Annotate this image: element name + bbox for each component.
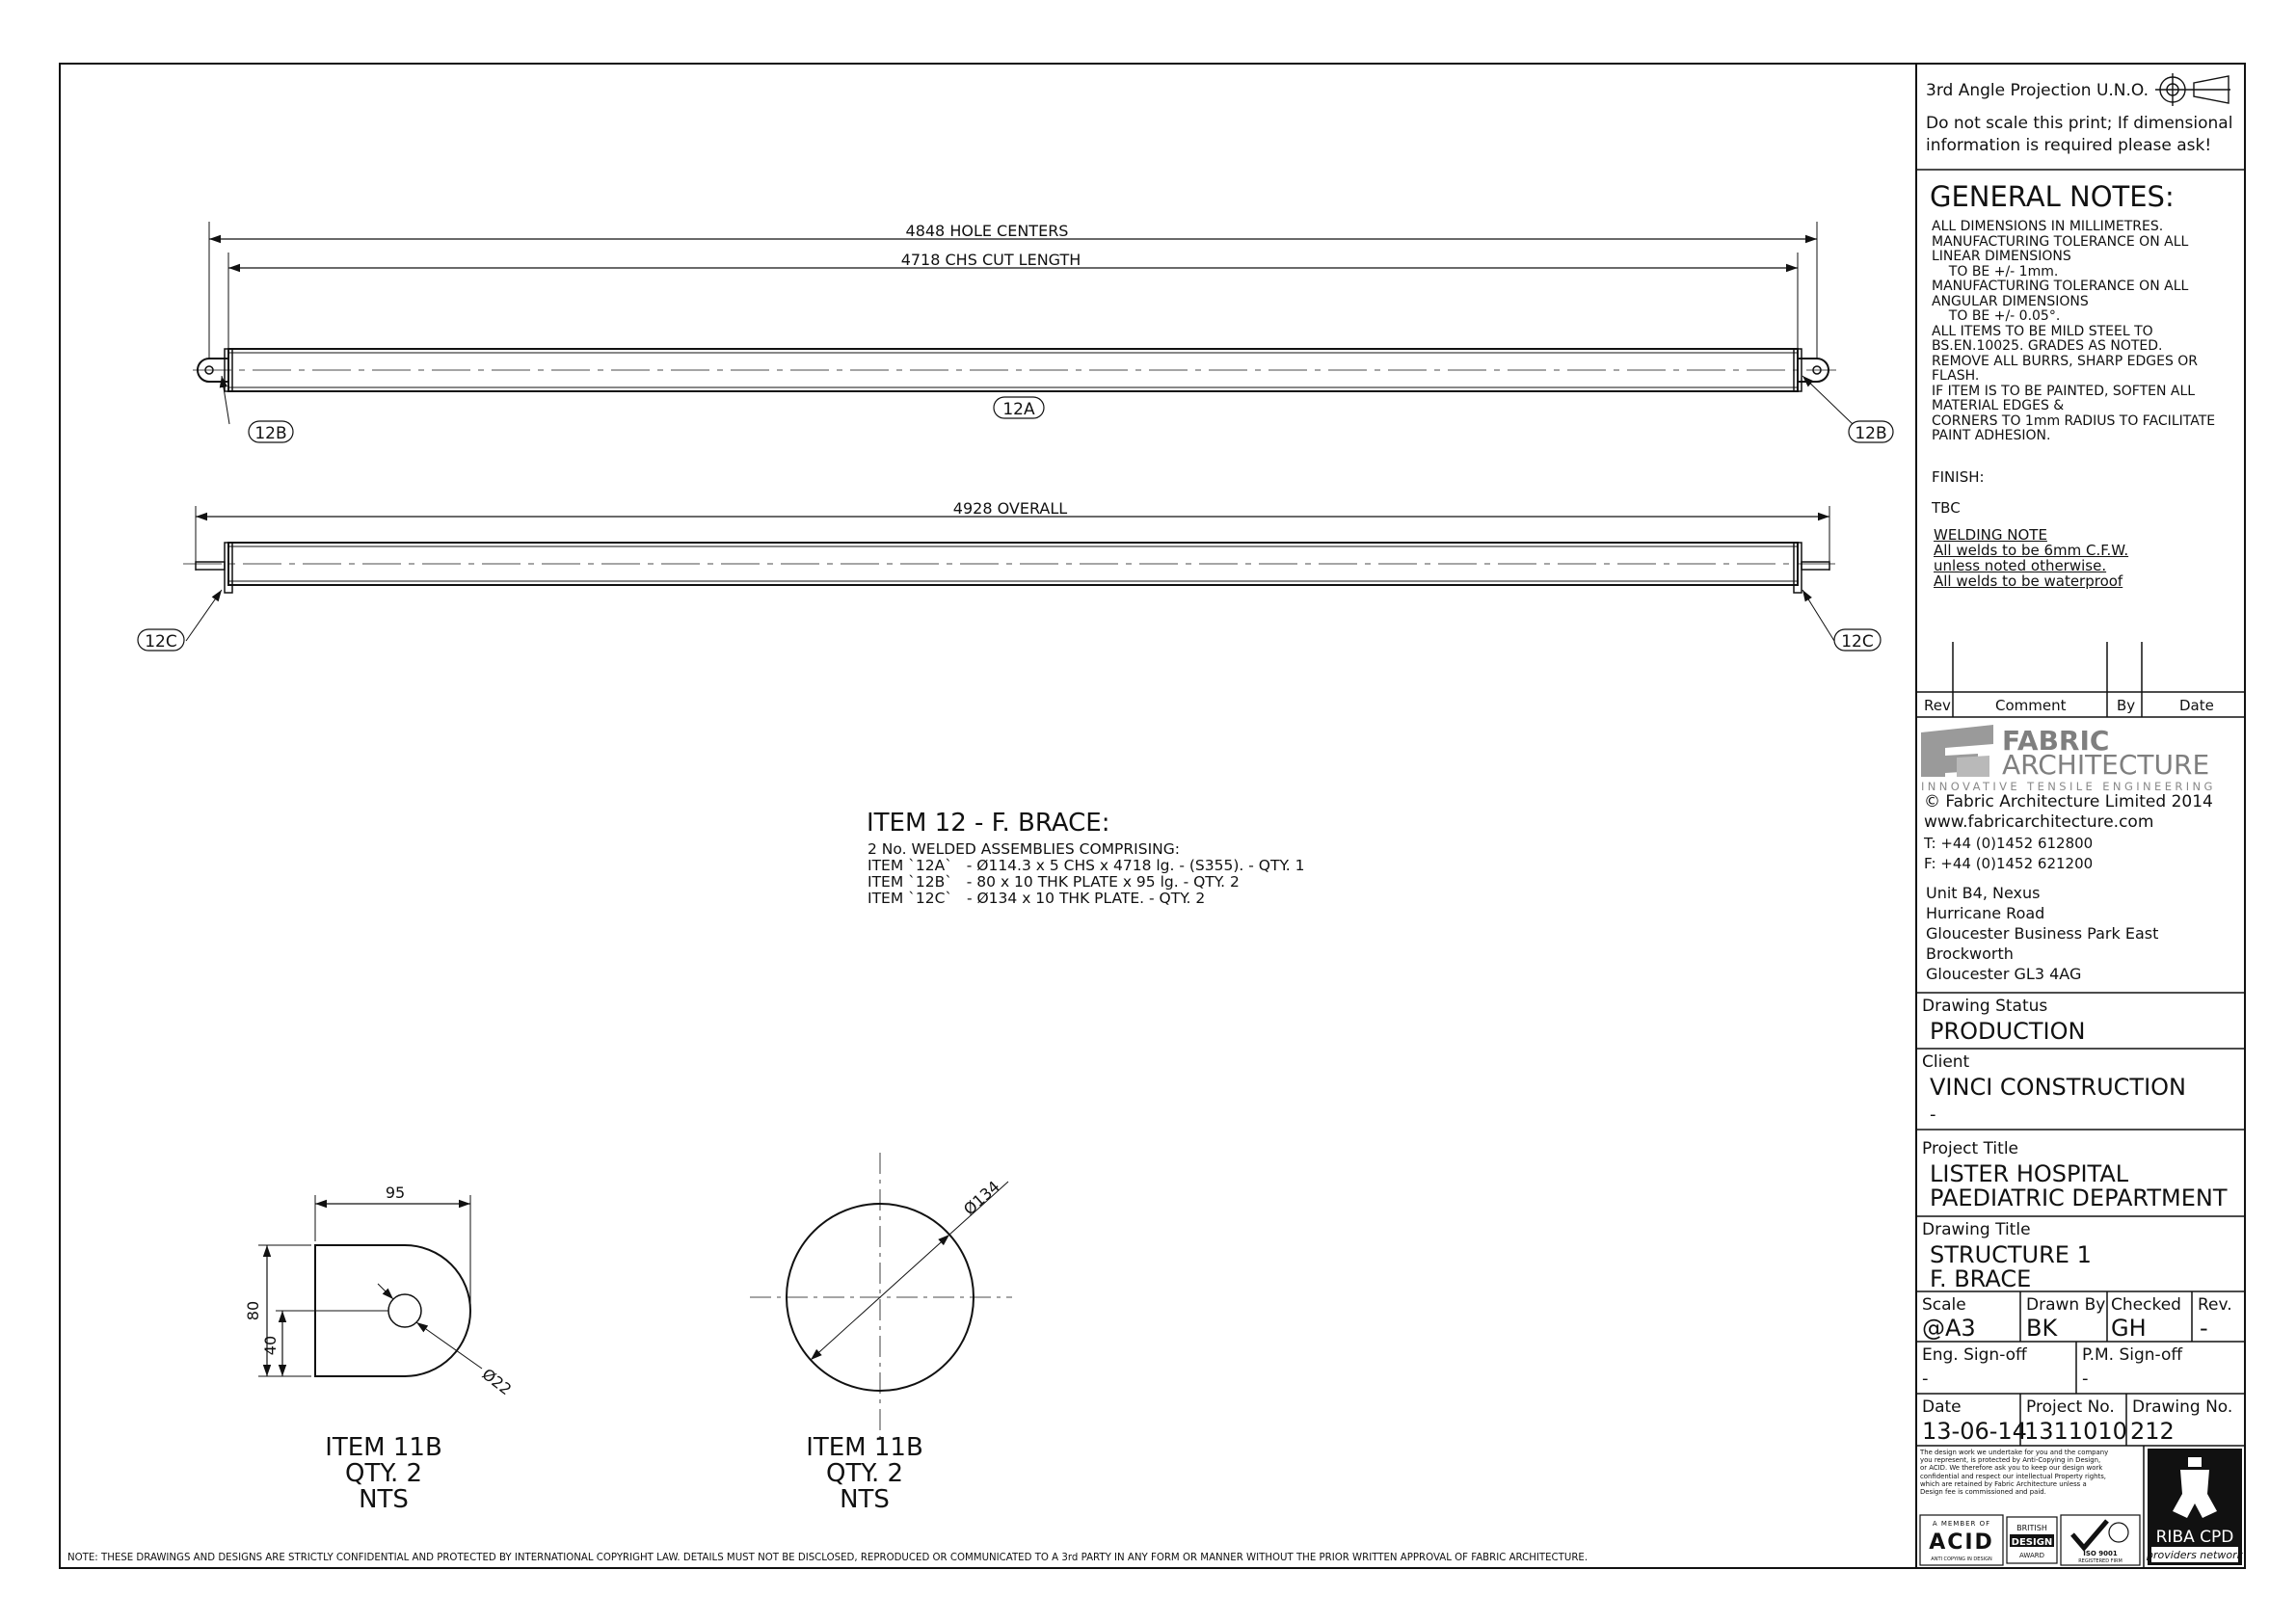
- protection-line: Design fee is commissioned and paid.: [1920, 1488, 2046, 1496]
- finish-value: TBC: [1932, 499, 1961, 517]
- welding-note-line: unless noted otherwise.: [1934, 557, 2107, 574]
- iso-line-1: ISO 9001: [2083, 1550, 2118, 1557]
- project-title-line-2: PAEDIATRIC DEPARTMENT: [1930, 1184, 2228, 1211]
- riba-sub: providers network: [2147, 1549, 2243, 1561]
- item-line-1: 2 No. WELDED ASSEMBLIES COMPRISING:: [868, 840, 1180, 858]
- plate-dim-hole: 40: [261, 1335, 280, 1356]
- general-note-line: BS.EN.10025. GRADES AS NOTED.: [1932, 338, 2163, 354]
- general-note-line: TO BE +/- 1mm.: [1932, 263, 2059, 279]
- disc-dim-dia: Ø134: [959, 1177, 1003, 1219]
- plate-dim-dia: Ø22: [478, 1365, 516, 1399]
- acid-logo-text: ACID: [1929, 1530, 1994, 1555]
- item-line-2: ITEM `12A` - Ø114.3 x 5 CHS x 4718 lg. - (S355). - QTY. 1: [868, 857, 1305, 874]
- tag-12c-right-text: 12C: [1841, 632, 1874, 652]
- project-title-label: Project Title: [1922, 1139, 2018, 1158]
- drawing-title-line-1: STRUCTURE 1: [1930, 1241, 2092, 1268]
- comment-col-header: Comment: [1995, 697, 2067, 714]
- protection-line: confidential and respect our intellectual Property rights,: [1920, 1472, 2106, 1480]
- checked-value: GH: [2111, 1315, 2147, 1342]
- general-note-line: LINEAR DIMENSIONS: [1932, 249, 2071, 264]
- pm-signoff-label: P.M. Sign-off: [2082, 1345, 2183, 1365]
- welding-note-line: All welds to be 6mm C.F.W.: [1934, 542, 2129, 559]
- bda-line-1: BRITISH: [2016, 1524, 2047, 1532]
- riba-text: RIBA CPD: [2155, 1528, 2234, 1547]
- plate-dim-height: 80: [244, 1300, 262, 1321]
- item-line-4: ITEM `12C` - Ø134 x 10 THK PLATE. - QTY. 2: [868, 890, 1206, 907]
- scale-value: @A3: [1922, 1315, 1976, 1342]
- tag-12c-left-text: 12C: [145, 632, 177, 652]
- rev-label: Rev.: [2198, 1295, 2232, 1315]
- general-note-line: CORNERS TO 1mm RADIUS TO FACILITATE: [1932, 412, 2216, 429]
- general-note-line: MANUFACTURING TOLERANCE ON ALL: [1932, 233, 2189, 250]
- pm-signoff-value: -: [2082, 1369, 2089, 1389]
- company-name-top: FABRIC: [2002, 725, 2110, 757]
- projection-symbol-icon: [2155, 73, 2230, 106]
- tag-12a-text: 12A: [1002, 400, 1035, 419]
- company-fax: F: +44 (0)1452 621200: [1924, 855, 2094, 872]
- date-value: 13-06-14: [1922, 1418, 2027, 1445]
- checked-label: Checked: [2111, 1295, 2181, 1315]
- protection-line: The design work we undertake for you and the company: [1920, 1449, 2109, 1456]
- company-tel: T: +44 (0)1452 612800: [1924, 835, 2094, 852]
- address-line: Gloucester Business Park East: [1926, 924, 2159, 943]
- iso-9001-icon: [2061, 1515, 2140, 1565]
- project-no-label: Project No.: [2026, 1397, 2115, 1417]
- item-line-3: ITEM `12B` - 80 x 10 THK PLATE x 95 lg. - QTY. 2: [868, 873, 1240, 891]
- tag-12b-right-text: 12B: [1855, 424, 1887, 443]
- riba-cpd-icon: [2146, 1449, 2244, 1565]
- tag-12b-left-text: 12B: [254, 424, 287, 443]
- dim-overall: 4928 OVERALL: [952, 499, 1068, 518]
- drawing-title-label: Drawing Title: [1922, 1220, 2031, 1239]
- client-line-2: -: [1930, 1104, 1936, 1125]
- plate-hole: [388, 1294, 421, 1327]
- company-name-bottom: ARCHITECTURE: [2002, 749, 2210, 781]
- british-design-award-icon: [2007, 1517, 2057, 1563]
- caption-right-2: QTY. 2: [825, 1459, 904, 1488]
- project-title-line-1: LISTER HOSPITAL: [1930, 1160, 2129, 1187]
- dim-hole-centers: 4848 HOLE CENTERS: [905, 222, 1069, 240]
- protection-line: you represent, is protected by Anti-Copying in Design,: [1920, 1456, 2101, 1465]
- general-note-line: ALL DIMENSIONS IN MILLIMETRES.: [1932, 219, 2164, 234]
- address-line: Unit B4, Nexus: [1926, 884, 2041, 902]
- project-no-value: 1311010: [2024, 1418, 2127, 1445]
- protection-line: which are retained by Fabric Architecture unless a: [1920, 1479, 2087, 1488]
- general-note-line: TO BE +/- 0.05°.: [1932, 308, 2061, 324]
- welding-note-title: WELDING NOTE: [1934, 526, 2047, 544]
- acid-logo-top: A MEMBER OF: [1932, 1520, 1991, 1528]
- address-line: Hurricane Road: [1926, 904, 2045, 922]
- drawing-no-value: 212: [2130, 1418, 2175, 1445]
- drawing-status-label: Drawing Status: [1922, 997, 2048, 1016]
- dim-cut-length: 4718 CHS CUT LENGTH: [900, 251, 1081, 269]
- brace-view-bottom: [183, 506, 1841, 641]
- caption-right-1: ITEM 11B: [806, 1433, 923, 1462]
- general-note-line: IF ITEM IS TO BE PAINTED, SOFTEN ALL: [1932, 383, 2196, 399]
- date-col-header: Date: [2179, 697, 2214, 714]
- general-note-line: ALL ITEMS TO BE MILD STEEL TO: [1932, 323, 2153, 339]
- drawing-no-label: Drawing No.: [2132, 1397, 2233, 1417]
- address-line: Brockworth: [1926, 945, 2014, 963]
- rev-col-header: Rev: [1924, 697, 1951, 714]
- by-col-header: By: [2117, 697, 2136, 714]
- welding-note-line: All welds to be waterproof: [1934, 572, 2123, 590]
- finish-label: FINISH:: [1932, 468, 1985, 486]
- rev-value: -: [2200, 1315, 2208, 1342]
- caption-left-3: NTS: [359, 1485, 409, 1514]
- drawn-by-value: BK: [2026, 1315, 2058, 1342]
- drawing-title-line-2: F. BRACE: [1930, 1265, 2032, 1292]
- general-note-line: REMOVE ALL BURRS, SHARP EDGES OR: [1932, 353, 2199, 369]
- bda-line-2: DESIGN: [2011, 1537, 2053, 1548]
- plate-dim-width: 95: [385, 1184, 406, 1202]
- company-tagline: INNOVATIVE TENSILE ENGINEERING: [1921, 780, 2216, 793]
- scale-note-line-1: Do not scale this print; If dimensional: [1926, 114, 2233, 133]
- company-copyright: © Fabric Architecture Limited 2014: [1924, 792, 2213, 812]
- scale-note-line-2: information is required please ask!: [1926, 136, 2212, 155]
- caption-right-3: NTS: [840, 1485, 890, 1514]
- eng-signoff-value: -: [1922, 1369, 1929, 1389]
- fabric-logo-icon: [1921, 725, 1993, 777]
- acid-logo-bottom: ANTI COPYING IN DESIGN: [1931, 1556, 1992, 1562]
- plate-detail: [258, 1195, 482, 1376]
- date-label: Date: [1922, 1397, 1962, 1417]
- general-note-line: MATERIAL EDGES &: [1932, 398, 2065, 413]
- scale-label: Scale: [1922, 1295, 1966, 1315]
- address-line: Gloucester GL3 4AG: [1926, 965, 2082, 983]
- caption-left-1: ITEM 11B: [325, 1433, 442, 1462]
- eng-signoff-label: Eng. Sign-off: [1922, 1345, 2027, 1365]
- iso-line-2: REGISTERED FIRM: [2078, 1558, 2122, 1564]
- client-label: Client: [1922, 1052, 1970, 1072]
- caption-left-2: QTY. 2: [344, 1459, 423, 1488]
- protection-line: or ACID. We therefore ask you to keep our design work: [1920, 1464, 2103, 1473]
- footer-note: NOTE: THESE DRAWINGS AND DESIGNS ARE STRICTLY CONFIDENTIAL AND PROTECTED BY INTERNATIONAL COPYRIGHT LAW. DETAILS MUST NOT BE DISCLOSED, REPRODUCED OR COMMUNICATED TO A 3rd PARTY IN ANY FORM OR MANNER WITHOUT THE PRIOR WRITTEN APPROVAL OF FABRIC ARCHITECTURE.: [67, 1553, 1589, 1563]
- item-heading: ITEM 12 - F. BRACE:: [867, 809, 1110, 838]
- general-note-line: MANUFACTURING TOLERANCE ON ALL: [1932, 279, 2189, 294]
- bda-line-3: AWARD: [2019, 1552, 2044, 1559]
- drawing-status-value: PRODUCTION: [1930, 1018, 2086, 1045]
- client-value: VINCI CONSTRUCTION: [1930, 1074, 2186, 1101]
- company-website[interactable]: www.fabricarchitecture.com: [1924, 812, 2154, 832]
- general-note-line: PAINT ADHESION.: [1932, 428, 2051, 443]
- drawn-by-label: Drawn By: [2026, 1295, 2106, 1315]
- general-note-line: FLASH.: [1932, 368, 1980, 384]
- acid-logo-icon: [1920, 1515, 2003, 1565]
- general-note-line: ANGULAR DIMENSIONS: [1932, 293, 2089, 309]
- projection-label: 3rd Angle Projection U.N.O.: [1926, 81, 2149, 100]
- general-notes-title: GENERAL NOTES:: [1930, 180, 2175, 213]
